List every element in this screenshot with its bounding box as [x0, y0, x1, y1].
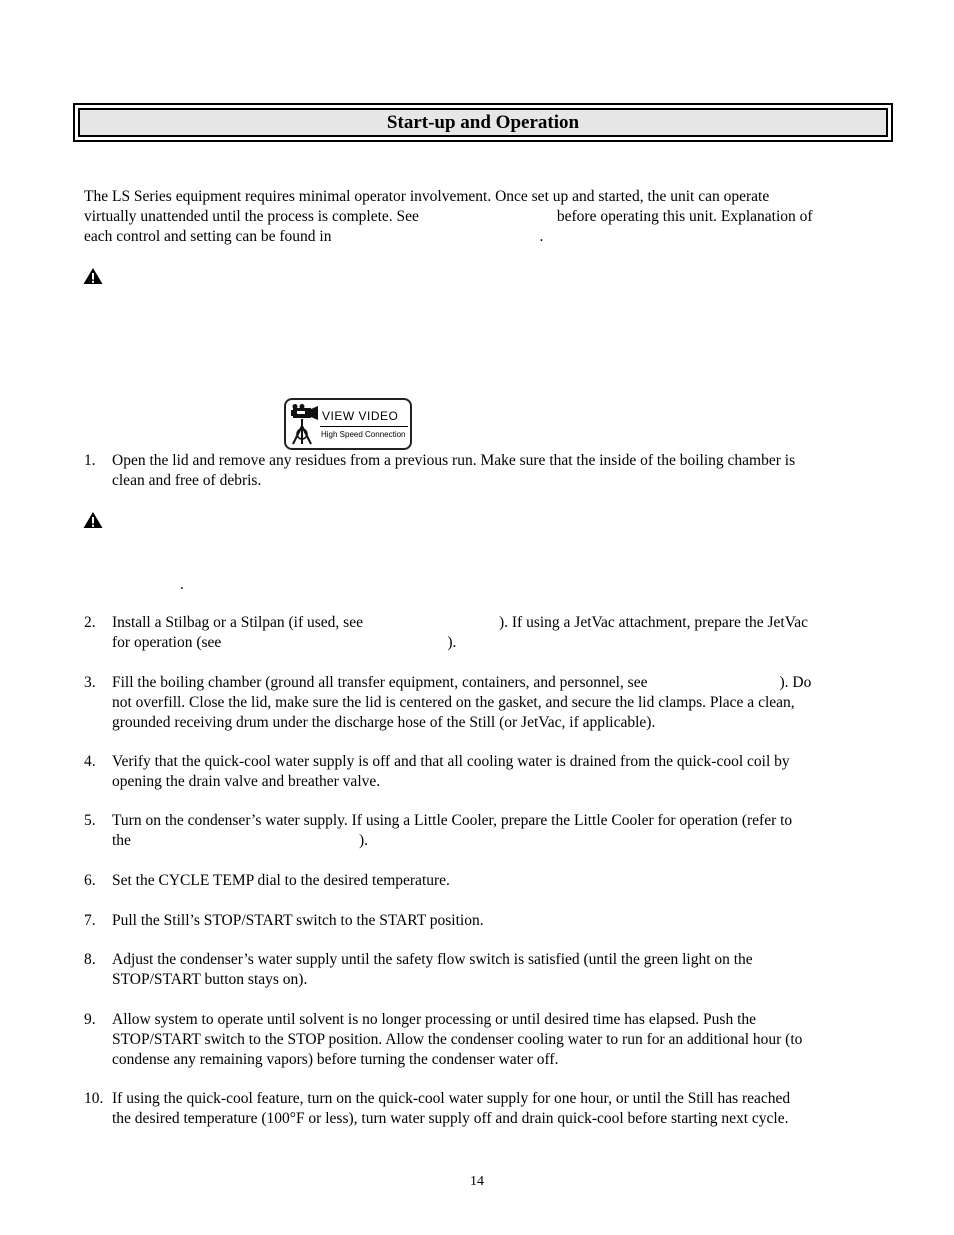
step-text-segment: ). If using a JetVac attachment, prepare the JetVac	[498, 614, 808, 631]
step-number: 1.	[84, 452, 96, 469]
step-text	[112, 451, 892, 491]
view-video-button[interactable]	[284, 398, 412, 450]
video-camera-icon	[289, 404, 319, 446]
step-number: 5.	[84, 812, 96, 829]
step-line	[112, 613, 892, 633]
step-line	[112, 633, 892, 653]
intro-line-3	[84, 227, 890, 247]
step-line: Allow system to operate until solvent is no longer processing or until desired time has elapsed. Push the	[112, 1011, 757, 1028]
step-text	[112, 1010, 892, 1070]
step-line	[112, 831, 892, 851]
intro-line-2a: virtually unattended until the process is complete. See	[84, 208, 419, 225]
step-text-segment: ). Do	[779, 674, 812, 691]
intro-line-3a: each control and setting can be found in	[84, 228, 332, 245]
intro-line-2b: before operating this unit. Explanation of	[556, 208, 813, 225]
step-text	[112, 950, 892, 990]
step-line: STOP/START switch to the STOP position. Allow the condenser cooling water to run for an additional hour (to	[112, 1031, 803, 1048]
step-text	[112, 673, 892, 733]
step-line: condense any remaining vapors) before turning the condenser water off.	[112, 1051, 559, 1068]
intro-line-1: The LS Series equipment requires minimal operator involvement. Once set up and started, the unit can operate	[84, 188, 770, 205]
step-line	[112, 673, 892, 693]
step-line: If using the quick-cool feature, turn on the quick-cool water supply for one hour, or until the Still has reached	[112, 1090, 791, 1107]
step-text-segment: for operation (see	[112, 634, 222, 651]
step-line: Pull the Still’s STOP/START switch to the START position.	[112, 912, 484, 929]
step-number: 8.	[84, 951, 96, 968]
step-number: 6.	[84, 872, 96, 889]
step-text	[112, 613, 892, 653]
step-text	[112, 871, 892, 891]
step-number: 7.	[84, 912, 96, 929]
step-line: Turn on the condenser’s water supply. If using a Little Cooler, prepare the Little Cooler for operation (refer to	[112, 812, 793, 829]
step-text-segment: the	[112, 832, 131, 849]
step-text-segment: Install a Stilbag or a Stilpan (if used, see	[112, 614, 363, 631]
step-line: not overfill. Close the lid, make sure the lid is centered on the gasket, and secure the lid clamps. Place a clean,	[112, 694, 795, 711]
step-text-segment: ).	[447, 634, 457, 651]
step-line: STOP/START button stays on).	[112, 971, 308, 988]
step-number: 9.	[84, 1011, 96, 1028]
page-number: 14	[470, 1174, 484, 1189]
intro-line-3b: .	[539, 228, 544, 245]
step-number: 2.	[84, 614, 96, 631]
step-number: 10.	[84, 1090, 104, 1107]
step-number: 3.	[84, 674, 96, 691]
intro-paragraph	[84, 187, 890, 247]
step-line: Adjust the condenser’s water supply until the safety flow switch is satisfied (until the green light on the	[112, 951, 753, 968]
step-line: opening the drain valve and breather valve.	[112, 773, 381, 790]
warning-icon	[83, 267, 103, 285]
section-title: Start-up and Operation	[78, 108, 888, 137]
step-line: the desired temperature (100°F or less), turn water supply off and drain quick-cool before starting next cycle.	[112, 1110, 789, 1127]
step-text-segment: ).	[358, 832, 368, 849]
step-number: 4.	[84, 753, 96, 770]
step-line: grounded receiving drum under the discharge hose of the Still (or JetVac, if applicable).	[112, 714, 656, 731]
step-text	[112, 911, 892, 931]
intro-line-2	[84, 207, 890, 227]
step-text	[112, 1089, 892, 1129]
step-text-segment: Fill the boiling chamber (ground all transfer equipment, containers, and personnel, see	[112, 674, 648, 691]
step-text	[112, 752, 892, 792]
step-line: Verify that the quick-cool water supply is off and that all cooling water is drained from the quick-cool coil by	[112, 753, 790, 770]
step-line: clean and free of debris.	[112, 472, 262, 489]
warning-note-period: .	[180, 576, 184, 593]
button-divider	[320, 426, 408, 427]
step-line: Open the lid and remove any residues from a previous run. Make sure that the inside of the boiling chamber is	[112, 452, 796, 469]
step-line: Set the CYCLE TEMP dial to the desired temperature.	[112, 872, 450, 889]
warning-icon	[83, 511, 103, 529]
view-video-label: VIEW VIDEO	[322, 409, 399, 423]
step-text	[112, 811, 892, 851]
section-title-box	[73, 103, 893, 142]
high-speed-label: High Speed Connection	[321, 430, 406, 439]
